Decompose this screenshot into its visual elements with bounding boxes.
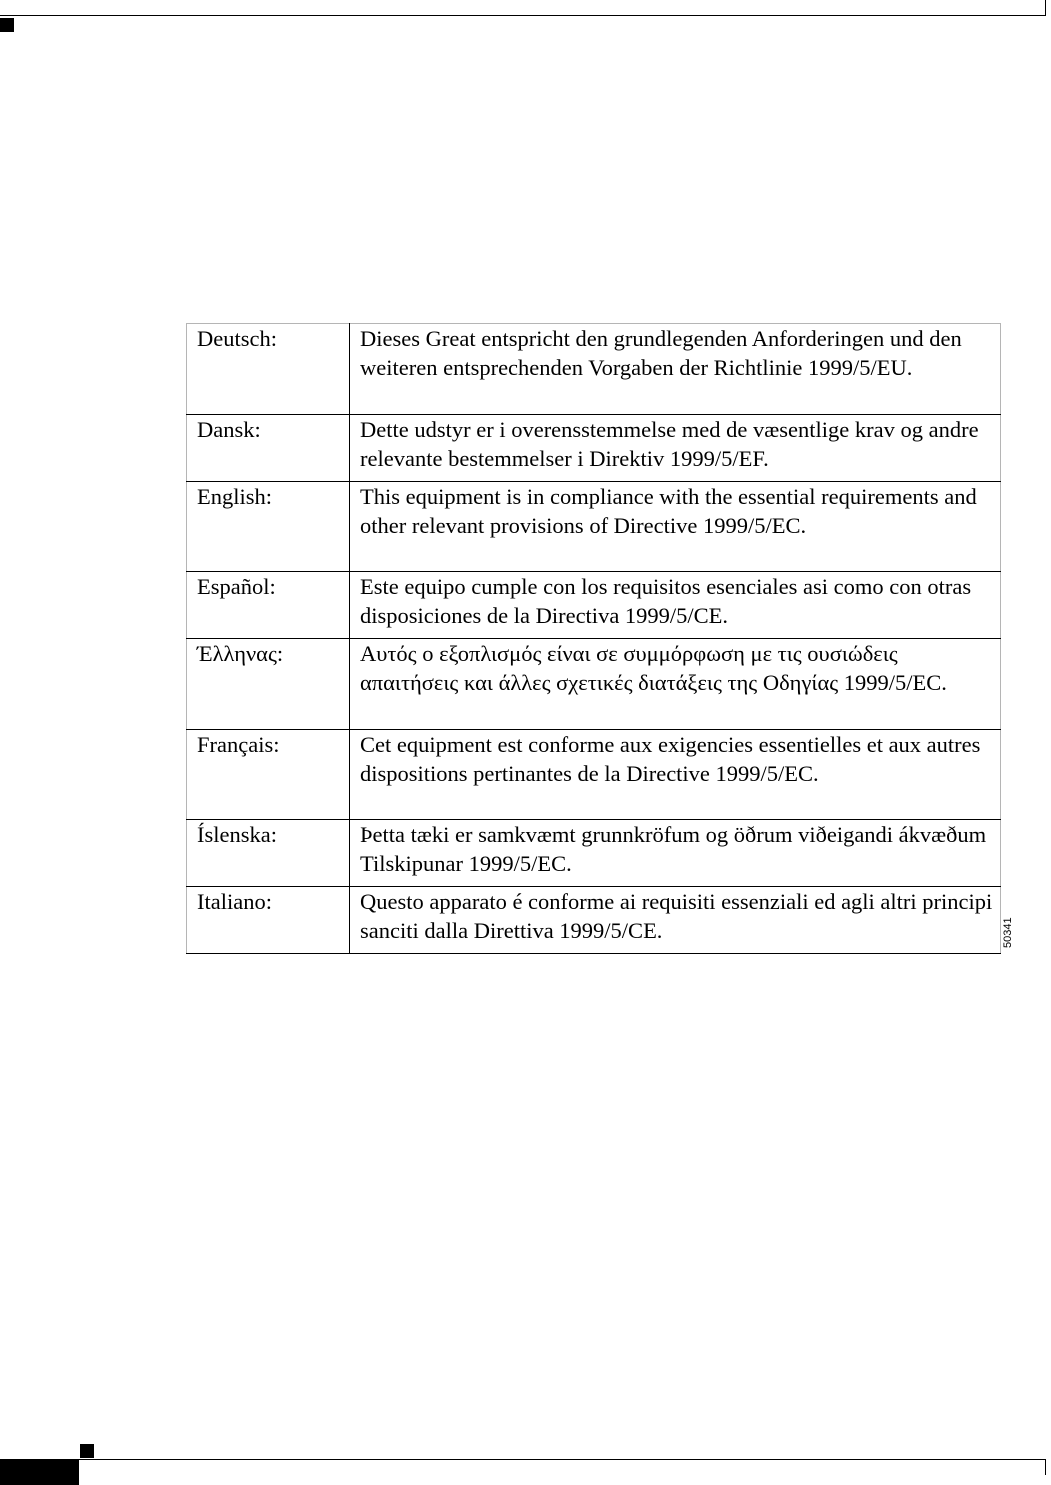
- figure-id-text: 50341: [1002, 917, 1014, 948]
- header-rule: [0, 15, 1046, 16]
- footer-rule-tick: [1045, 1459, 1046, 1475]
- figure-id-label: [1000, 912, 1024, 952]
- declaration-of-conformity-figure: [186, 323, 1001, 954]
- statement-cell: Questo apparato é conforme ai requisiti essenziali ed agli altri principi sanciti dalla Direttiva 1999/5/CE.: [350, 887, 1001, 954]
- language-cell: Íslenska:: [187, 820, 350, 887]
- table-row: [187, 482, 1001, 572]
- language-cell: Deutsch:: [187, 324, 350, 415]
- statement-cell: This equipment is in compliance with the essential requirements and other relevant provisions of Directive 1999/5/EC.: [350, 482, 1001, 572]
- table-row: [187, 730, 1001, 820]
- statement-cell: Þetta tæki er samkvæmt grunnkröfum og öðrum viðeigandi ákvæðum Tilskipunar 1999/5/EC.: [350, 820, 1001, 887]
- language-cell: Έλληνας:: [187, 639, 350, 730]
- declaration-table: [186, 323, 1001, 954]
- language-cell: Italiano:: [187, 887, 350, 954]
- footer-rule: [0, 1459, 1046, 1460]
- statement-cell: Dieses Great entspricht den grundlegenden Anforderingen und den weiteren entsprechenden Vorgaben der Richtlinie 1999/5/EU.: [350, 324, 1001, 415]
- header-marker: [0, 18, 14, 32]
- statement-cell: Αυτός ο εξοπλισμός είναι σε συμμόρφωση με τις ουσιώδεις απαιτήσεις και άλλες σχετικές διατάξεις της Οδηγίας 1999/5/EC.: [350, 639, 1001, 730]
- language-cell: Español:: [187, 572, 350, 639]
- table-row: [187, 324, 1001, 415]
- table-row: [187, 887, 1001, 954]
- statement-cell: Este equipo cumple con los requisitos esenciales asi como con otras disposiciones de la Directiva 1999/5/CE.: [350, 572, 1001, 639]
- language-cell: English:: [187, 482, 350, 572]
- language-cell: Dansk:: [187, 415, 350, 482]
- table-row: [187, 820, 1001, 887]
- table-row: [187, 639, 1001, 730]
- statement-cell: Cet equipment est conforme aux exigencies essentielles et aux autres dispositions pertinantes de la Directive 1999/5/EC.: [350, 730, 1001, 820]
- footer-marker: [80, 1444, 94, 1458]
- footer-block: [0, 1460, 79, 1485]
- statement-cell: Dette udstyr er i overensstemmelse med de væsentlige krav og andre relevante bestemmelser i Direktiv 1999/5/EF.: [350, 415, 1001, 482]
- table-row: [187, 572, 1001, 639]
- language-cell: Français:: [187, 730, 350, 820]
- header-rule-tick: [1045, 0, 1046, 16]
- table-row: [187, 415, 1001, 482]
